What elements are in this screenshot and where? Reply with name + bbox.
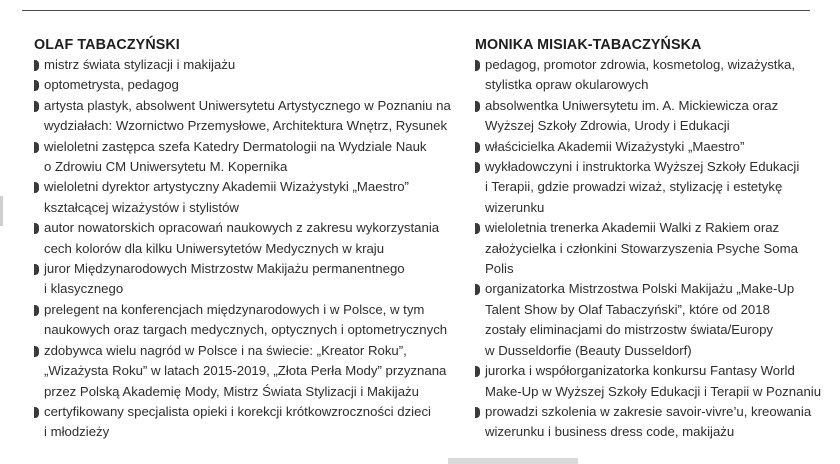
list-item: [475, 361, 825, 402]
bullet-icon: [475, 60, 480, 71]
person-name-heading: OLAF TABACZYŃSKI: [34, 37, 180, 53]
list-item-text-line: mistrz świata stylizacji i makijażu: [44, 57, 236, 72]
bullet-icon: [34, 80, 39, 91]
list-item-text-line: i młodzieży: [44, 424, 110, 440]
bullet-icon: [34, 264, 39, 275]
list-item-text-line: wydziałach: Wzornictwo Przemysłowe, Architektura Wnętrz, Rysunek: [44, 118, 448, 134]
list-item: [34, 259, 464, 300]
list-item: [475, 55, 825, 96]
list-item: [475, 218, 825, 279]
list-item-text-line: w Dusseldorfie (Beauty Dusseldorf): [485, 342, 692, 358]
list-item: [34, 75, 464, 95]
list-item-text-line: „Wizażysta Roku” w latach 2015-2019, „Złota Perła Mody” przyznana: [44, 363, 447, 379]
list-item-text-line: Wyższej Szkoły Zdrowia, Urody i Edukacji: [485, 118, 730, 134]
list-item: [475, 137, 825, 157]
list-item-text-line: optometrysta, pedagog: [44, 77, 179, 93]
list-item-text-line: wizerunku: [485, 199, 545, 215]
bullet-icon: [475, 162, 480, 173]
bio-column-monika: [475, 36, 825, 443]
list-item-text-line: zdobywca wielu nagród w Polsce i na świecie: „Kreator Roku”,: [44, 342, 407, 358]
list-item-text-line: artysta plastyk, absolwent Uniwersytetu Artystycznego w Poznaniu na: [44, 97, 451, 113]
list-item-text-line: o Zdrowiu CM Uniwersytetu M. Kopernika: [44, 159, 288, 175]
list-item: [475, 402, 825, 443]
page-edge-mark: [0, 196, 3, 226]
bullet-icon: [475, 223, 480, 234]
list-item-text-line: cech kolorów dla kilku Uniwersytetów Medycznych w kraju: [44, 240, 385, 256]
bullet-icon: [34, 182, 39, 193]
bullet-icon: [34, 305, 39, 316]
list-item-text-line: Make-Up w Wyższej Szkoły Edukacji i Terapii w Poznaniu: [485, 383, 822, 399]
list-item: [34, 96, 464, 137]
person-name-heading: MONIKA MISIAK-TABACZYŃSKA: [475, 37, 702, 53]
list-item-text-line: i Terapii, gdzie prowadzi wizaż, stylizację i estetykę: [485, 179, 783, 195]
list-item-text-line: założycielka i członkini Stowarzyszenia Psyche Soma: [485, 240, 798, 256]
list-item-text-line: absolwentka Uniwersytetu im. A. Mickiewicza oraz: [485, 97, 779, 113]
bullet-icon: [475, 407, 480, 418]
list-item-text-line: autor nowatorskich opracowań naukowych z zakresu wykorzystania: [44, 220, 440, 236]
list-item-text-line: pedagog, promotor zdrowia, kosmetolog, wizażystka,: [485, 57, 796, 72]
bullet-icon: [34, 101, 39, 112]
list-item: [34, 402, 464, 443]
list-item-text-line: juror Międzynarodowych Mistrzostw Makijażu permanentnego: [44, 261, 405, 277]
list-item-text-line: wieloletnia trenerka Akademii Walki z Rakiem oraz: [485, 220, 780, 236]
page-footer-mark: [448, 458, 578, 464]
list-item-text-line: i klasycznego: [44, 281, 124, 297]
bullet-icon: [475, 142, 480, 153]
bullet-icon: [34, 346, 39, 357]
list-item: [34, 55, 464, 75]
bullet-icon: [475, 284, 480, 295]
list-item-text-line: naukowych oraz targach medycznych, optycznych i optometrycznych: [44, 322, 448, 338]
list-item-text-line: zostały eliminacjami do mistrzostw świata/Europy: [485, 322, 774, 338]
top-divider: [22, 10, 810, 11]
list-item-text-line: prelegent na konferencjach międzynarodowych i w Polsce, w tym: [44, 301, 425, 317]
list-item: [475, 279, 825, 361]
bullet-icon: [34, 142, 39, 153]
list-item: [34, 341, 464, 402]
list-item: [34, 300, 464, 341]
list-item: [34, 137, 464, 178]
list-item-text-line: właścicielka Akademii Wizażystyki „Maestro”: [485, 138, 745, 154]
bio-list: [34, 55, 464, 443]
list-item: [34, 218, 464, 259]
list-item: [475, 96, 825, 137]
list-item-text-line: kształcącej wizażystów i stylistów: [44, 199, 239, 215]
bullet-icon: [475, 101, 480, 112]
bullet-icon: [475, 366, 480, 377]
list-item-text-line: prowadzi szkolenia w zakresie savoir-vivre’u, kreowania: [485, 403, 812, 419]
bio-list: [475, 55, 825, 443]
list-item-text-line: stylistka opraw okularowych: [485, 77, 649, 93]
bio-column-olaf: [34, 36, 464, 443]
bullet-icon: [34, 60, 39, 71]
list-item-text-line: wieloletni dyrektor artystyczny Akademii Wizażystyki „Maestro”: [44, 179, 409, 195]
bullet-icon: [34, 407, 39, 418]
list-item: [34, 177, 464, 218]
list-item-text-line: Polis: [485, 261, 514, 277]
list-item-text-line: wykładowczyni i instruktorka Wyższej Szkoły Edukacji: [485, 159, 800, 175]
list-item-text-line: certyfikowany specjalista opieki i korekcji krótkowzroczności dzieci: [44, 403, 431, 419]
list-item-text-line: organizatorka Mistrzostwa Polski Makijażu „Make-Up: [485, 281, 795, 297]
list-item: [475, 157, 825, 218]
list-item-text-line: przez Polską Akademię Mody, Mistrz Świata Stylizacji i Makijażu: [44, 383, 419, 399]
list-item-text-line: wieloletni zastępca szefa Katedry Dermatologii na Wydziale Nauk: [44, 138, 427, 154]
list-item-text-line: jurorka i współorganizatorka konkursu Fantasy World: [485, 363, 795, 379]
bullet-icon: [34, 223, 39, 234]
list-item-text-line: Talent Show by Olaf Tabaczyński”, które od 2018: [485, 301, 770, 317]
list-item-text-line: wizerunku i business dress code, makijażu: [485, 424, 735, 440]
